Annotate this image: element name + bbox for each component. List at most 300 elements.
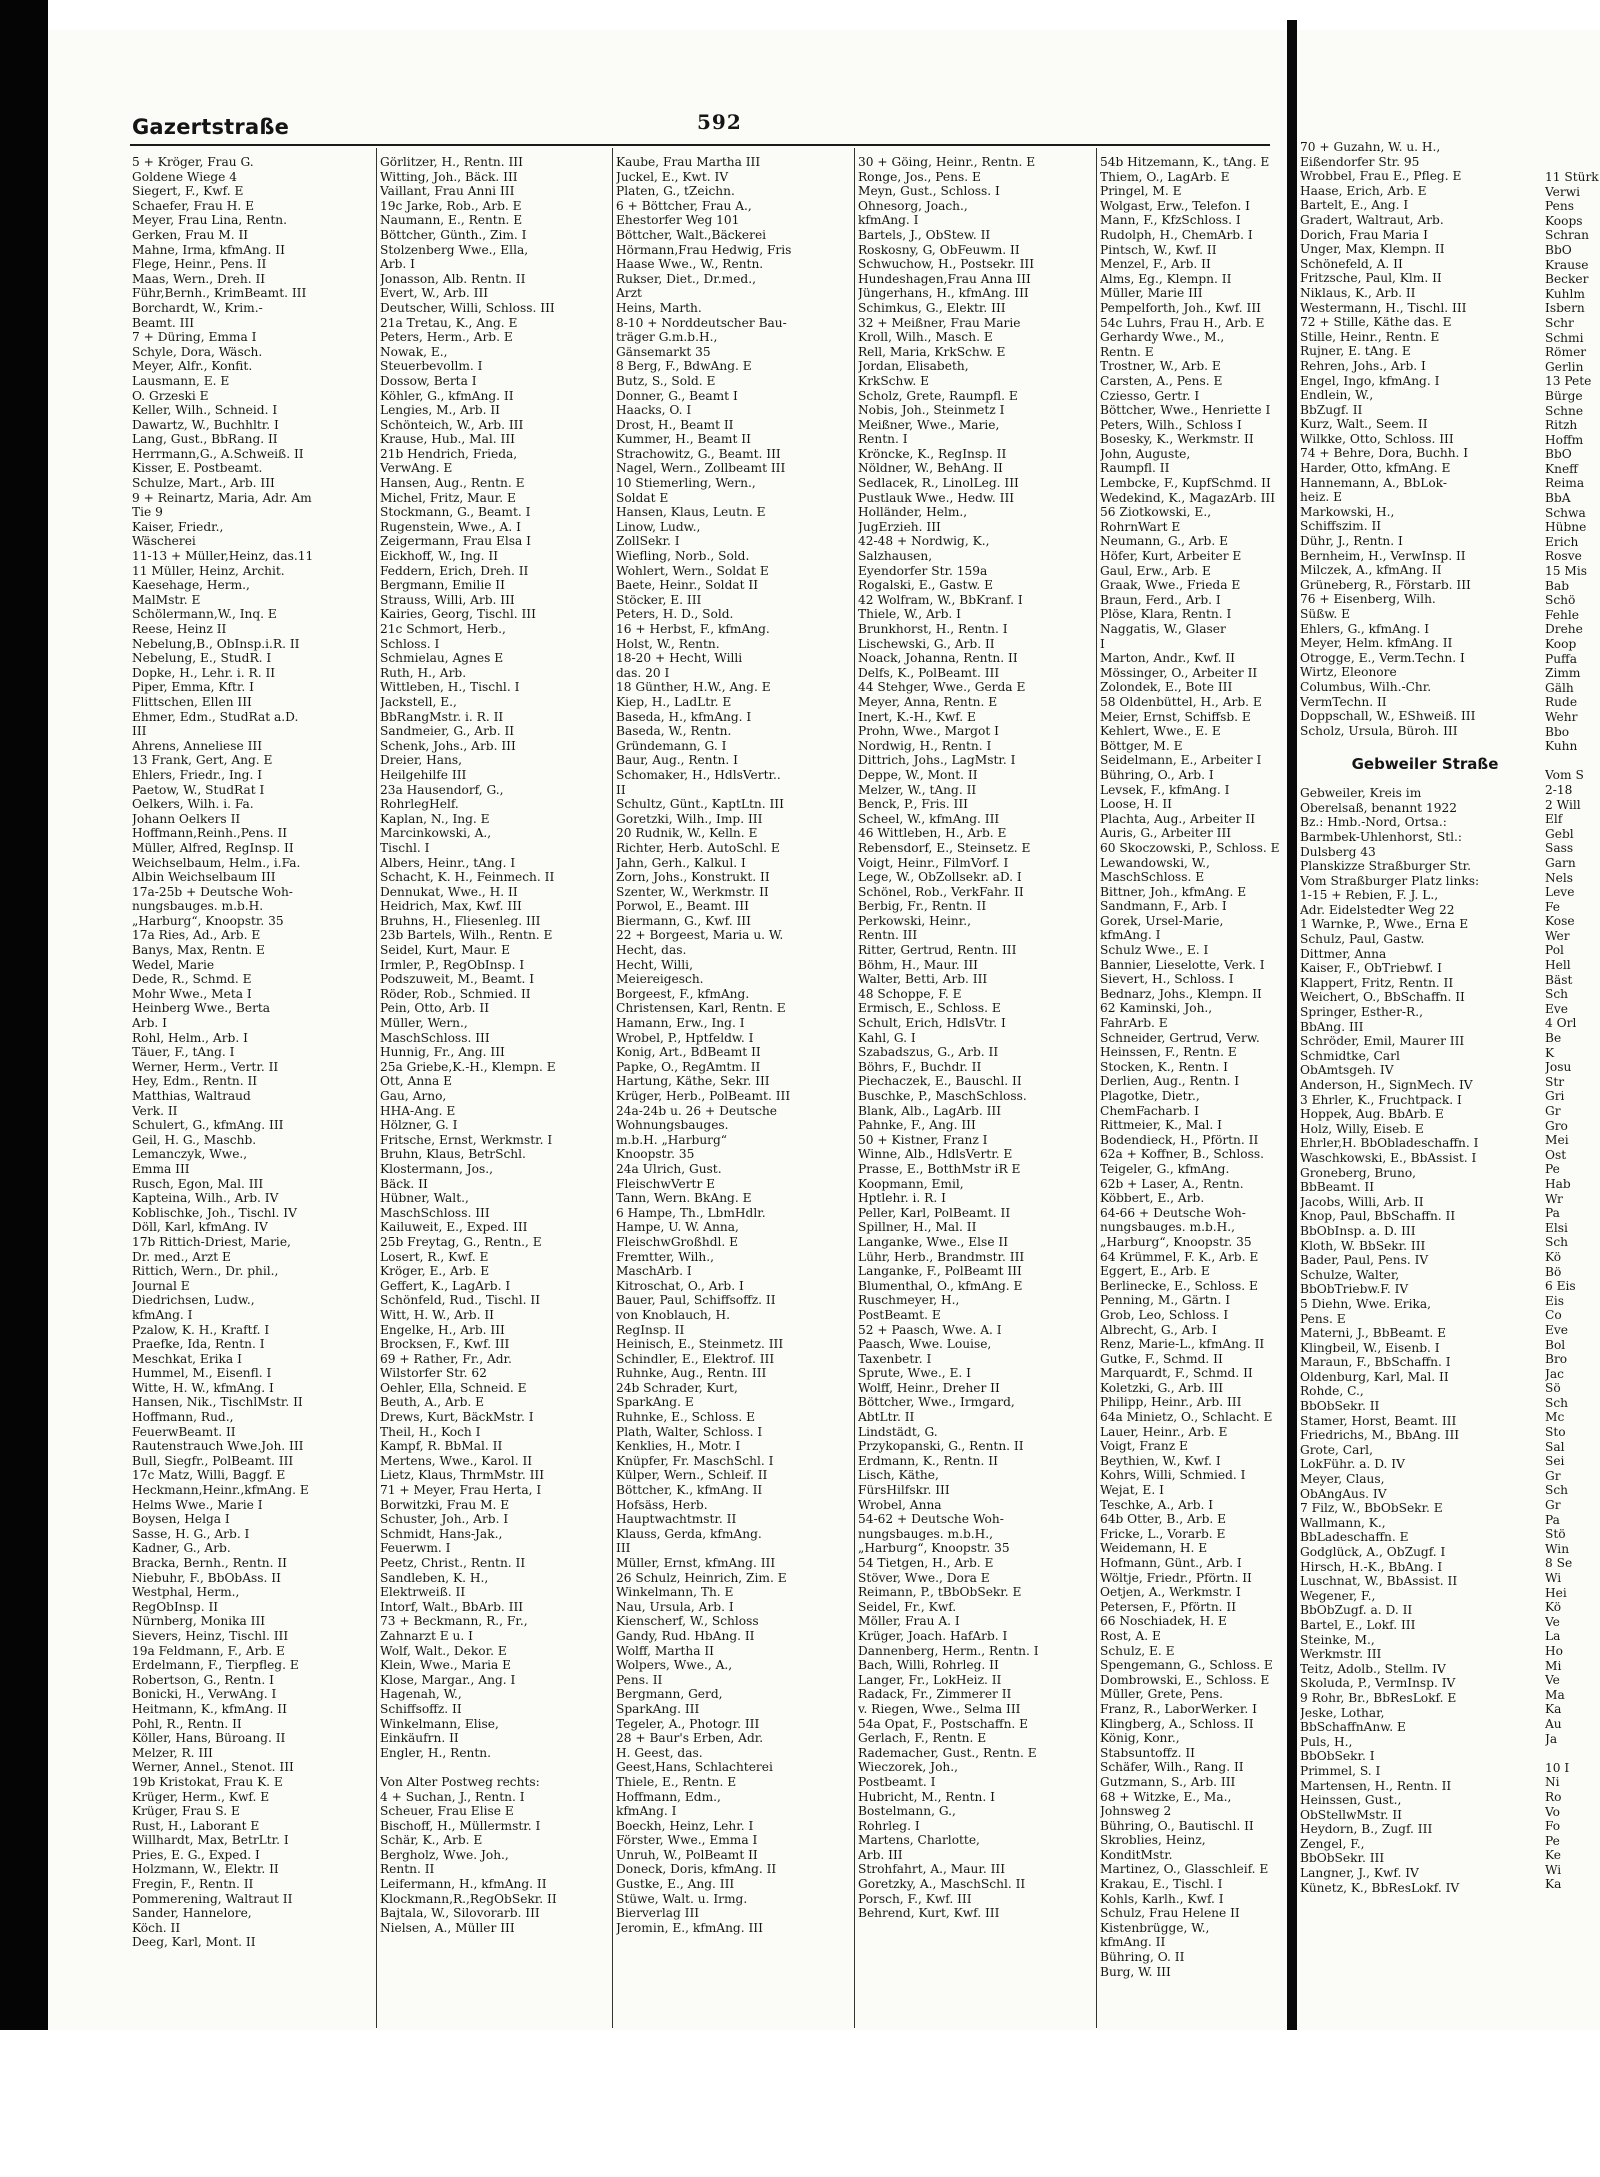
listing-line: Gebweiler, Kreis im <box>1300 786 1422 801</box>
clipped-listing-line: Pe <box>1545 1833 1560 1848</box>
listing-line: Radack, Fr., Zimmerer II <box>858 1687 1012 1702</box>
listing-line: Nöldner, W., BehAng. II <box>858 461 1003 476</box>
clipped-listing-line <box>1545 754 1600 769</box>
listing-line: Eickhoff, W., Ing. II <box>380 549 499 564</box>
listing-line: Gänsemarkt 35 <box>616 344 711 359</box>
listing-line: Praefke, Ida, Rentn. I <box>132 1337 265 1352</box>
listing-line: Prasse, E., BotthMstr iR E <box>858 1161 1021 1176</box>
address-column-1 <box>132 155 374 1950</box>
listing-line: Juckel, E., Kwt. IV <box>616 169 729 184</box>
listing-line: 19b Kristokat, Frau K. E <box>132 1774 283 1789</box>
listing-line: Gerlach, F., Rentn. E <box>858 1731 987 1746</box>
listing-line: Vom Straßburger Platz links: <box>1300 873 1480 888</box>
listing-line: Wedekind, K., MagazArb. III <box>1100 490 1276 505</box>
listing-line: Klein, Wwe., Maria E <box>380 1658 512 1673</box>
listing-line: Martinez, O., Glasschleif. E <box>1100 1862 1269 1877</box>
listing-line: Kapteina, Wilh., Arb. IV <box>132 1191 279 1206</box>
listing-line: Schult, Erich, HdlsVtr. I <box>858 1016 1006 1031</box>
listing-line: Seidelmann, E., Arbeiter I <box>1100 753 1262 768</box>
listing-line: Klauss, Gerda, kfmAng. <box>616 1526 762 1541</box>
listing-line: Fregin, F., Rentn. II <box>132 1877 254 1892</box>
listing-line: Zengel, F., <box>1300 1836 1365 1851</box>
listing-line: Knoopstr. 35 <box>616 1147 695 1162</box>
clipped-listing-line: Schö <box>1545 593 1576 608</box>
listing-line: Hey, Edm., Rentn. II <box>132 1074 258 1089</box>
listing-line: Bergmann, Gerd, <box>616 1687 723 1702</box>
listing-line: Drews, Kurt, BäckMstr. I <box>380 1410 534 1425</box>
listing-line: Strohfahrt, A., Maur. III <box>858 1862 1006 1877</box>
listing-line: Jonasson, Alb. Rentn. II <box>380 271 526 286</box>
listing-line: 42-48 + Nordwig, K., <box>858 534 990 549</box>
listing-line: Wolff, Martha II <box>616 1643 714 1658</box>
listing-line: 54a Opat, F., Postschaffn. E <box>858 1716 1029 1731</box>
listing-line: 9 Rohr, Br., BbResLokf. E <box>1300 1690 1457 1705</box>
clipped-listing-line: Sch <box>1545 1235 1569 1250</box>
clipped-listing-line: Hei <box>1545 1585 1567 1600</box>
clipped-listing-line: Kö <box>1545 1600 1562 1615</box>
listing-line: Nebelung, E., StudR. I <box>132 651 272 666</box>
listing-line: Langanke, Wwe., Else II <box>858 1234 1009 1249</box>
listing-line: Gau, Arno, <box>380 1089 447 1103</box>
clipped-listing-line: Garn <box>1545 855 1576 870</box>
listing-line: Thiem, O., LagArb. E <box>1100 169 1230 184</box>
clipped-listing-line: Pe <box>1545 1162 1560 1177</box>
listing-line: Thiele, E., Rentn. E <box>616 1774 737 1789</box>
listing-line: 69 + Rather, Fr., Adr. <box>380 1351 512 1366</box>
clipped-listing-line: Mc <box>1545 1410 1565 1425</box>
listing-line: Sedlacek, R., LinolLeg. III <box>858 476 1019 491</box>
listing-line: Nowak, E., <box>380 344 448 359</box>
listing-line: 46 Wittleben, H., Arb. E <box>858 826 1007 841</box>
clipped-listing-line: Leve <box>1545 885 1575 900</box>
listing-line: Hofmann, Günt., Arb. I <box>1100 1556 1242 1570</box>
clipped-listing-line: Pa <box>1545 1206 1560 1221</box>
listing-line: Roskosny, G, ObFeuwm. II <box>858 242 1020 257</box>
listing-line: Stolzenberg Wwe., Ella, <box>380 242 529 257</box>
listing-line: Ruhnke, E., Schloss. E <box>616 1410 756 1425</box>
listing-line: Kailuweit, E., Exped. III <box>380 1220 528 1235</box>
listing-line: 64 Krümmel, F. K., Arb. E <box>1100 1249 1259 1264</box>
listing-line: Fritzsche, Paul, Klm. II <box>1300 271 1442 286</box>
listing-line: Nielsen, A., Müller III <box>380 1920 515 1935</box>
listing-line: 19c Jarke, Rob., Arb. E <box>380 198 522 213</box>
listing-line: Köller, Hans, Büroang. II <box>132 1731 286 1746</box>
clipped-listing-line: Isbern <box>1545 301 1585 316</box>
listing-line: Schimkus, G., Elektr. III <box>858 300 1006 315</box>
listing-line: Krüger, Herm., Kwf. E <box>132 1789 270 1804</box>
listing-line: Matthias, Waltraud <box>132 1089 251 1103</box>
clipped-listing-line: Ho <box>1545 1643 1563 1658</box>
listing-line: Jacobs, Willi, Arb. II <box>1300 1194 1424 1209</box>
listing-line: 30 + Göing, Heinr., Rentn. E <box>858 155 1036 169</box>
listing-line: Goretzki, Wilh., Imp. III <box>616 811 763 826</box>
listing-line: Von Alter Postweg rechts: <box>380 1774 540 1789</box>
listing-line: Christensen, Karl, Rentn. E <box>616 1001 786 1016</box>
listing-line: Schönteich, W., Arb. III <box>380 417 524 432</box>
listing-line: heiz. E <box>1300 490 1343 505</box>
listing-line: Bannier, Lieselotte, Verk. I <box>1100 957 1265 972</box>
listing-line: Wieczorek, Joh., <box>858 1760 958 1775</box>
listing-line: Strachowitz, G., Beamt. III <box>616 446 781 461</box>
listing-line: Heidrich, Max, Kwf. III <box>380 899 522 914</box>
listing-line: Robertson, G., Rentn. I <box>132 1672 274 1687</box>
listing-line: Dreier, Hans, <box>380 753 463 768</box>
listing-line: Wittleben, H., Tischl. I <box>380 680 520 695</box>
listing-line: Dossow, Berta I <box>380 373 477 388</box>
listing-line: HHA-Ang. E <box>380 1103 456 1118</box>
listing-line: Schacht, K. H., Feinmech. II <box>380 870 555 885</box>
listing-line: Perkowski, Heinr., <box>858 913 971 928</box>
listing-line: Wejat, E. I <box>1100 1483 1164 1498</box>
listing-line: Unruh, W., PolBeamt II <box>616 1847 758 1862</box>
listing-line: Loose, H. II <box>1100 797 1172 812</box>
listing-line: Scholz, Ursula, Büroh. III <box>1300 723 1458 738</box>
clipped-listing-line: Sch <box>1545 1395 1569 1410</box>
listing-line: Harder, Otto, kfmAng. E <box>1300 461 1451 476</box>
listing-line: Mann, F., KfzSchloss. I <box>1100 213 1241 228</box>
listing-line: 17c Matz, Willi, Baggf. E <box>132 1468 286 1483</box>
listing-line: Siegert, F., Kwf. E <box>132 184 244 199</box>
listing-line: 54c Luhrs, Frau H., Arb. E <box>1100 315 1265 330</box>
clipped-listing-line: Sei <box>1545 1454 1565 1469</box>
listing-line: Buschke, P., MaschSchloss. <box>858 1089 1027 1103</box>
listing-line: Hundeshagen,Frau Anna III <box>858 271 1031 286</box>
listing-line: Philipp, Heinr., Arb. III <box>1100 1395 1242 1410</box>
listing-line: BbObSekr. I <box>1300 1749 1375 1764</box>
listing-line: Schulz, Frau Helene II <box>1100 1906 1240 1921</box>
listing-line: 24a Ulrich, Gust. <box>616 1161 722 1176</box>
listing-line: Rohde, C., <box>1300 1384 1364 1399</box>
listing-line: Kahl, G. I <box>858 1030 916 1045</box>
clipped-listing-line: Pens <box>1545 199 1574 214</box>
listing-line: Künetz, K., BbResLokf. IV <box>1300 1880 1460 1895</box>
clipped-listing-line: Bro <box>1545 1352 1568 1367</box>
listing-line: Scheel, W., kfmAng. III <box>858 811 1000 826</box>
listing-line: Böttcher, Wwe., Henriette I <box>1100 403 1271 418</box>
listing-line: Knüpfer, Fr. MaschSchl. I <box>616 1453 774 1468</box>
listing-line: Plath, Walter, Schloss. I <box>616 1424 763 1439</box>
listing-line: Geil, H. G., Maschb. <box>132 1132 257 1147</box>
listing-line: Jüngerhans, H., kfmAng. III <box>858 286 1029 301</box>
column-divider <box>854 148 855 2028</box>
listing-line: 17b Rittich-Driest, Marie, <box>132 1234 291 1249</box>
listing-line: Butz, S., Sold. E <box>616 373 716 388</box>
listing-line: Linow, Ludw., <box>616 519 701 534</box>
listing-line: Strauss, Willi, Arb. III <box>380 592 515 607</box>
clipped-listing-line: Stö <box>1545 1527 1566 1542</box>
listing-line: Kisser, E. Postbeamt. <box>132 461 263 476</box>
listing-line: AbtLtr. II <box>858 1410 915 1425</box>
listing-line: Spillner, H., Mal. II <box>858 1220 977 1235</box>
listing-line: Lang, Gust., BbRang. II <box>132 432 278 447</box>
listing-line: Krüger, Herb., PolBeamt. III <box>616 1089 791 1103</box>
listing-line: Hptlehr. i. R. I <box>858 1191 946 1206</box>
listing-line: 23a Hausendorf, G., <box>380 782 504 797</box>
section-heading: Gebweiler Straße <box>1351 754 1499 773</box>
clipped-listing-line: Sass <box>1545 841 1574 856</box>
listing-line: Erdmann, K., Rentn. II <box>858 1453 998 1468</box>
street-heading: Gazertstraße <box>132 115 290 139</box>
listing-line: Gorek, Ursel-Marie, <box>1100 913 1224 928</box>
listing-line: Kummer, H., Beamt II <box>616 432 751 447</box>
listing-line: Peters, H. D., Sold. <box>616 607 734 622</box>
listing-line: Stabsuntoffz. II <box>1100 1745 1195 1760</box>
listing-line: Pustlauk Wwe., Hedw. III <box>858 490 1015 505</box>
listing-line: Rentn. III <box>858 928 918 943</box>
listing-line: Menzel, F., Arb. II <box>1100 257 1211 272</box>
listing-line: Geest,Hans, Schlachterei <box>616 1760 773 1775</box>
listing-line: Biermann, G., Kwf. III <box>616 913 751 928</box>
listing-line: Peller, Karl, PolBeamt. II <box>858 1205 1011 1220</box>
listing-line: John, Auguste, <box>1100 446 1191 461</box>
listing-line: m.b.H. „Harburg“ <box>616 1132 728 1147</box>
listing-line: Beuth, A., Arb. E <box>380 1395 485 1410</box>
listing-line: Wirtz, Eleonore <box>1300 665 1397 680</box>
listing-line: Stüwe, Walt. u. Irmg. <box>616 1891 748 1906</box>
listing-line: „Harburg“, Knoopstr. 35 <box>858 1541 1010 1556</box>
listing-line: Dittrich, Johs., LagMstr. I <box>858 753 1016 768</box>
clipped-listing-line <box>1545 1746 1600 1761</box>
listing-line: Bauer, Paul, Schiffsoffz. II <box>616 1293 776 1308</box>
listing-line: Ritter, Gertrud, Rentn. III <box>858 943 1017 958</box>
listing-line: 66 Noschiadek, H. E <box>1100 1614 1227 1629</box>
listing-line: Hauptwachtmstr. II <box>616 1512 737 1527</box>
listing-line: Groneberg, Bruno, <box>1300 1165 1417 1180</box>
listing-line: 13 Frank, Gert, Ang. E <box>132 753 273 768</box>
listing-line: Skroblies, Heinz, <box>1100 1833 1206 1848</box>
listing-line: III <box>616 1541 631 1556</box>
listing-line: Dühr, J., Rentn. I <box>1300 534 1403 549</box>
listing-line: Bittner, Joh., kfmAng. E <box>1100 884 1247 899</box>
listing-line: VerwAng. E <box>380 461 453 476</box>
listing-line: 25b Freytag, G., Rentn., E <box>380 1234 542 1249</box>
address-column-4 <box>858 155 1094 1921</box>
listing-line: Böhrs, F., Buchdr. II <box>858 1059 982 1074</box>
listing-line: König, Konr., <box>1100 1731 1180 1746</box>
listing-line: Kampf, R. BbMal. II <box>380 1439 503 1454</box>
listing-line: Losert, R., Kwf. E <box>380 1249 489 1264</box>
clipped-listing-line: La <box>1545 1629 1561 1644</box>
clipped-listing-line: Wr <box>1545 1191 1563 1206</box>
listing-line: Schölermann,W., Inq. E <box>132 607 277 622</box>
clipped-listing-line: Krause <box>1545 257 1589 272</box>
listing-line: Hoffmann, Edm., <box>616 1789 721 1804</box>
listing-line: Scholz, Grete, Raumpfl. E <box>858 388 1018 403</box>
listing-line: 52 + Paasch, Wwe. A. I <box>858 1322 1002 1337</box>
listing-line: 76 + Eisenberg, Wilh. <box>1300 592 1436 607</box>
listing-line: Kiep, H., LadLtr. E <box>616 694 732 709</box>
listing-line: 23b Bartels, Wilh., Rentn. E <box>380 928 553 943</box>
listing-line: Primmel, S. I <box>1300 1763 1381 1778</box>
clipped-listing-line: Sch <box>1545 1483 1569 1498</box>
listing-line: Hansen, Nik., TischlMstr. II <box>132 1395 303 1410</box>
listing-line: „Harburg“, Knoopstr. 35 <box>1100 1234 1252 1249</box>
clipped-listing-line: BbO <box>1545 242 1572 257</box>
listing-line: Meier, Ernst, Schiffsb. E <box>1100 709 1251 724</box>
clipped-listing-line: Wehr <box>1545 709 1578 724</box>
listing-line: Jahn, Gerh., Kalkul. I <box>616 855 746 870</box>
listing-line: Dennukat, Wwe., H. II <box>380 884 518 899</box>
listing-line: Salzhausen, <box>858 549 933 564</box>
listing-line: 25a Griebe,K.-H., Klempn. E <box>380 1059 556 1074</box>
listing-line: Schenk, Johs., Arb. III <box>380 738 516 753</box>
listing-line: Borwitzki, Frau M. E <box>380 1497 510 1512</box>
listing-line: Nebelung,B., ObInsp.i.R. II <box>132 636 300 651</box>
listing-line: Stille, Heinr., Rentn. E <box>1300 329 1440 344</box>
listing-line: Voigt, Franz E <box>1100 1439 1188 1454</box>
listing-line: 8-10 + Norddeutscher Bau- <box>616 315 787 330</box>
listing-line: Schiffsoffz. II <box>380 1701 462 1716</box>
clipped-listing-line: 15 Mis <box>1545 564 1588 579</box>
listing-line: 50 + Kistner, Franz I <box>858 1132 988 1147</box>
clipped-listing-line: Gr <box>1545 1104 1561 1118</box>
listing-line: Mössinger, O., Arbeiter II <box>1100 665 1258 680</box>
listing-line: Engelke, H., Arb. III <box>380 1322 505 1337</box>
clipped-listing-line: Gri <box>1545 1089 1565 1104</box>
listing-line: Wrobel, Anna <box>858 1497 942 1512</box>
clipped-listing-line: Bö <box>1545 1264 1562 1279</box>
listing-line: Milczek, A., kfmAng. II <box>1300 563 1442 578</box>
listing-line: Piper, Emma, Kftr. I <box>132 680 254 695</box>
listing-line: Voigt, Heinr., FilmVorf. I <box>858 855 1009 870</box>
listing-line: 64-66 + Deutsche Woh- <box>1100 1205 1246 1220</box>
listing-line: Gaul, Erw., Arb. E <box>1100 563 1211 578</box>
clipped-listing-line: Schne <box>1545 403 1584 418</box>
listing-line: Kröncke, K., RegInsp. II <box>858 446 1007 461</box>
column-divider <box>612 148 613 2028</box>
listing-line: Winne, Alb., HdlsVertr. E <box>858 1147 1013 1162</box>
listing-line: Eggert, E., Arb. E <box>1100 1264 1210 1279</box>
listing-line: 26 Schulz, Heinrich, Zim. E <box>616 1570 787 1585</box>
listing-line: 16 + Herbst, F., kfmAng. <box>616 622 770 636</box>
listing-line: Seidel, Fr., Kwf. <box>858 1599 957 1614</box>
listing-line: Ahrens, Anneliese III <box>132 738 263 753</box>
listing-line: KrkSchw. E <box>858 373 929 388</box>
listing-line: Holst, W., Rentn. <box>616 636 720 651</box>
listing-line: Haase, Erich, Arb. E <box>1300 183 1427 198</box>
listing-line: Holländer, Helm., <box>858 505 968 520</box>
clipped-listing-line: Koops <box>1545 213 1583 228</box>
listing-line: Willhardt, Max, BetrLtr. I <box>132 1833 289 1848</box>
listing-line: Godglück, A., ObZugf. I <box>1300 1545 1446 1559</box>
listing-line: 60 Skoczowski, P., Schloss. E <box>1100 840 1280 855</box>
clipped-listing-line: Drehe <box>1545 622 1583 637</box>
listing-line: „Harburg“, Knoopstr. 35 <box>132 913 284 928</box>
listing-line: 73 + Beckmann, R., Fr., <box>380 1614 528 1629</box>
listing-line: Kenklies, H., Motr. I <box>616 1439 741 1454</box>
listing-line: BbSchaffnAnw. E <box>1300 1720 1406 1735</box>
listing-line: Papke, O., RegAmtm. II <box>616 1059 761 1074</box>
listing-line: Petersen, F., Pförtn. II <box>1100 1599 1237 1614</box>
listing-line: kfmAng. I <box>132 1307 193 1322</box>
listing-line: Bach, Willi, Rohrleg. II <box>858 1658 999 1673</box>
listing-line: Langer, Fr., LokHeiz. II <box>858 1672 1002 1687</box>
listing-line: Winkelmann, Th. E <box>616 1585 734 1600</box>
listing-line: 9 + Reinartz, Maria, Adr. Am <box>132 490 312 505</box>
listing-line: Külper, Wern., Schleif. II <box>616 1468 768 1483</box>
listing-line: 68 + Witzke, E., Ma., <box>1100 1789 1232 1804</box>
listing-line: Klostermann, Jos., <box>380 1161 494 1176</box>
listing-line: Kloth, W. BbSekr. III <box>1300 1238 1426 1253</box>
listing-line: Wrobel, P., Hptfeldw. I <box>616 1030 754 1045</box>
listing-line: MaschSchloss. III <box>380 1030 490 1045</box>
listing-line: Baseda, W., Rentn. <box>616 724 732 739</box>
listing-line: 3 Ehrler, K., Fruchtpack. I <box>1300 1092 1462 1107</box>
listing-line: v. Riegen, Wwe., Selma III <box>858 1701 1021 1716</box>
listing-line: Intorf, Walt., BbArb. III <box>380 1599 524 1614</box>
listing-line: Lemanczyk, Wwe., <box>132 1147 248 1162</box>
listing-line: Inert, K.-H., Kwf. E <box>858 709 976 724</box>
listing-line: Bühring, O. II <box>1100 1950 1185 1965</box>
listing-line: 56 Ziotkowski, E., <box>1100 505 1212 520</box>
page-gutter <box>1287 20 1297 2030</box>
listing-line: Reese, Heinz II <box>132 622 227 636</box>
listing-line: Heinberg Wwe., Berta <box>132 1001 271 1016</box>
address-column-2 <box>380 155 610 1935</box>
listing-line: Eyendorfer Str. 159a <box>858 563 988 578</box>
adjacent-page-column <box>1545 170 1600 1892</box>
listing-line: Röder, Rob., Schmied. II <box>380 986 531 1001</box>
listing-line: Bonicki, H., VerwAng. I <box>132 1687 277 1702</box>
listing-line: BbObInsp. a. D. III <box>1300 1223 1416 1238</box>
listing-line: Arb. III <box>858 1847 903 1862</box>
listing-line: PostBeamt. E <box>858 1307 941 1322</box>
listing-line: Bz.: Hmb.-Nord, Ortsa.: <box>1300 815 1447 830</box>
listing-line: Rehren, Johs., Arb. I <box>1300 358 1426 373</box>
listing-line: Borchardt, W., Krim.- <box>132 300 263 315</box>
listing-line: Beythien, W., Kwf. I <box>1100 1453 1221 1468</box>
listing-line: Görlitzer, H., Rentn. III <box>380 155 523 169</box>
listing-line: Schomaker, H., HdlsVertr.. <box>616 767 781 782</box>
listing-line: Müller, Alfred, RegInsp. II <box>132 840 294 855</box>
listing-line: VermTechn. II <box>1300 694 1387 709</box>
listing-line: Rust, H., Laborant E <box>132 1818 260 1833</box>
listing-line: 22 + Borgeest, Maria u. W. <box>616 928 784 943</box>
clipped-listing-line: Ni <box>1545 1775 1560 1790</box>
listing-line: Meiereigesch. <box>616 972 704 987</box>
clipped-listing-line: Schran <box>1545 228 1589 243</box>
listing-line: Schuster, Joh., Arb. I <box>380 1512 509 1527</box>
listing-line: Adr. Eidelstedter Weg 22 <box>1300 902 1455 917</box>
clipped-listing-line: Sto <box>1545 1425 1566 1440</box>
listing-line: Bühring, O., Arb. I <box>1100 767 1214 782</box>
clipped-listing-line: Nels <box>1545 870 1574 885</box>
listing-line: Lewandowski, W., <box>1100 855 1210 870</box>
header-rule <box>130 144 1270 146</box>
listing-line: Neumann, G., Arb. E <box>1100 534 1228 549</box>
listing-line: Bischoff, H., Müllermstr. I <box>380 1818 541 1833</box>
listing-line: Kaube, Frau Martha III <box>616 155 761 169</box>
clipped-listing-line: Pol <box>1545 943 1564 958</box>
listing-line: Porsch, F., Kwf. III <box>858 1891 972 1906</box>
listing-line: Bartels, J., ObStew. II <box>858 227 991 242</box>
listing-line: Gutzmann, S., Arb. III <box>1100 1774 1236 1789</box>
listing-line: Kaplan, N., Ing. E <box>380 811 490 826</box>
listing-line: Bodendieck, H., Pförtn. II <box>1100 1132 1259 1147</box>
listing-line: Engel, Ingo, kfmAng. I <box>1300 373 1440 388</box>
clipped-listing-line: Eve <box>1545 1001 1568 1016</box>
listing-line: Penning, M., Gärtn. I <box>1100 1293 1231 1308</box>
listing-line: FahrArb. E <box>1100 1016 1168 1031</box>
listing-line: Graak, Wwe., Frieda E <box>1100 578 1241 593</box>
listing-line: Johnsweg 2 <box>1100 1804 1172 1819</box>
listing-line: Sandmann, F., Arb. I <box>1100 899 1227 914</box>
listing-line: 6 + Böttcher, Frau A., <box>616 198 752 213</box>
listing-line: Berbig, Fr., Rentn. II <box>858 899 987 914</box>
listing-line: Steuerbevollm. I <box>380 359 483 374</box>
listing-line: Kohrs, Willi, Schmied. I <box>1100 1468 1246 1483</box>
listing-line: SparkAng. III <box>616 1701 700 1716</box>
